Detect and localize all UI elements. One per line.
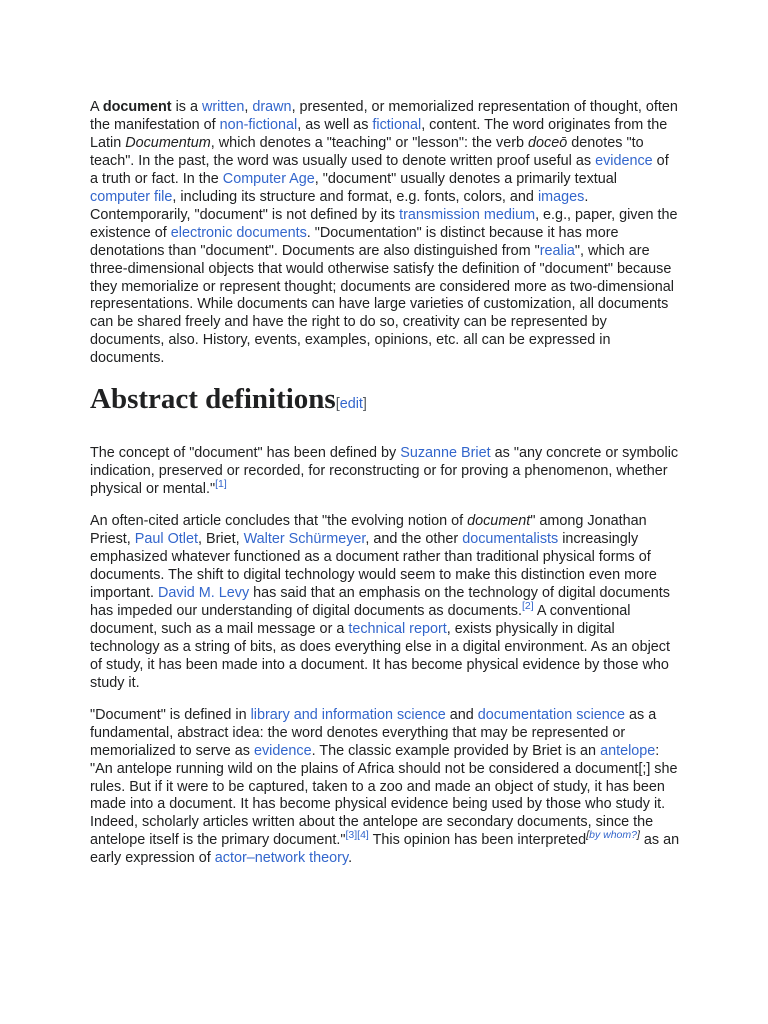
text: This opinion has been interpreted bbox=[368, 832, 587, 849]
citation-1 bbox=[215, 478, 227, 490]
link-drawn[interactable]: drawn bbox=[252, 99, 292, 115]
bracket: ] bbox=[362, 396, 367, 413]
text: : "An antelope running wild on the plains of Africa should not be considered a document[;] she rules. But if it were to be captured, taken to a zoo and made an object of study, it has been made into a document. It has become physical evidence being used by those who study it. Indeed, scholarly articles written about the antelope are secondary documents, since the antelope itself is the primary document." bbox=[90, 742, 678, 849]
text: A bbox=[90, 99, 103, 115]
link-transmission-medium[interactable]: transmission medium bbox=[399, 206, 536, 223]
text: . The classic example provided by Briet is an bbox=[311, 742, 601, 759]
italic-term: document bbox=[467, 513, 531, 530]
text: , e.g., paper, given the existence of bbox=[90, 206, 678, 241]
by-whom-tag bbox=[586, 829, 640, 841]
link-non-fictional[interactable]: non-fictional bbox=[219, 116, 298, 133]
by-whom-link[interactable]: by whom? bbox=[589, 829, 637, 842]
text: as an early expression of bbox=[90, 832, 680, 867]
text: . Contemporarily, "document" is not defined by its bbox=[90, 188, 589, 223]
citation-link-3-4[interactable]: [3][4] bbox=[345, 829, 369, 842]
link-documentation-science[interactable]: documentation science bbox=[477, 706, 625, 723]
paragraph-briet-definition bbox=[90, 445, 680, 499]
link-library-information-science[interactable]: library and information science bbox=[250, 706, 446, 723]
text: " among Jonathan Priest, bbox=[90, 513, 647, 548]
link-paul-otlet[interactable]: Paul Otlet bbox=[134, 531, 198, 548]
text: as "any concrete or symbolic indication, preserved or recorded, for reconstructing or for proving a phenomenon, whether physical or mental." bbox=[90, 445, 679, 498]
link-evidence[interactable]: evidence bbox=[253, 742, 312, 759]
citation-link-1[interactable]: [1] bbox=[215, 478, 227, 491]
text: , "document" usually denotes a primarily textual bbox=[314, 170, 617, 187]
text: , and the other bbox=[365, 531, 463, 548]
link-documentalists[interactable]: documentalists bbox=[462, 531, 559, 548]
link-walter-schurmeyer[interactable]: Walter Schürmeyer bbox=[243, 531, 366, 548]
text: is a bbox=[171, 99, 202, 115]
bold-term: document bbox=[102, 99, 172, 115]
text: "Document" is defined in bbox=[90, 706, 251, 723]
citation-2 bbox=[522, 600, 534, 612]
link-david-levy[interactable]: David M. Levy bbox=[157, 584, 250, 601]
bracket: [ bbox=[586, 829, 590, 842]
text: A conventional document, such as a mail message or a bbox=[90, 602, 631, 637]
text: as a fundamental, abstract idea: the word denotes everything that may be represented or memorialized to serve as bbox=[90, 706, 657, 759]
link-images[interactable]: images bbox=[537, 188, 585, 205]
text: , exists physically in digital technology as a string of bits, as does everything else in a digital environment. As an object of study, it has been made into a document. It has become physical evidence by those who study it. bbox=[90, 620, 670, 691]
section-title-text: Abstract definitions bbox=[90, 383, 336, 416]
edit-link[interactable]: edit bbox=[339, 396, 363, 413]
text: , presented, or memorialized representation of thought, often the manifestation of bbox=[90, 99, 678, 133]
text: , as well as bbox=[297, 116, 373, 133]
paragraph-lis-definition bbox=[90, 707, 680, 869]
paragraph-evolving-notion bbox=[90, 513, 680, 693]
text: , bbox=[244, 99, 253, 115]
citation-link-2[interactable]: [2] bbox=[522, 599, 534, 612]
link-written[interactable]: written bbox=[201, 99, 245, 115]
section-title bbox=[90, 382, 680, 421]
text: , which denotes a "teaching" or "lesson": the verb bbox=[210, 134, 529, 151]
text: , Briet, bbox=[197, 531, 244, 548]
link-technical-report[interactable]: technical report bbox=[348, 620, 447, 637]
edit-section bbox=[336, 396, 367, 412]
text: of a truth or fact. In the bbox=[90, 152, 669, 187]
link-evidence[interactable]: evidence bbox=[595, 152, 653, 169]
text: . bbox=[348, 850, 353, 867]
link-actor-network-theory[interactable]: actor–network theory bbox=[214, 850, 349, 867]
text: denotes "to teach". In the past, the word was usually used to denote written proof useful as bbox=[90, 134, 644, 169]
link-computer-age[interactable]: Computer Age bbox=[222, 170, 315, 187]
text: increasingly emphasized whatever functioned as a document rather than traditional physical forms of documents. The shift to digital technology would seem to make this distinction even more important. bbox=[90, 531, 657, 601]
italic-term: doceō bbox=[528, 134, 568, 151]
citation-3-4 bbox=[345, 829, 368, 841]
link-fictional[interactable]: fictional bbox=[372, 116, 422, 133]
text: An often-cited article concludes that "the evolving notion of bbox=[90, 513, 468, 530]
bracket: [ bbox=[335, 396, 340, 413]
bracket: ] bbox=[636, 829, 640, 842]
text: The concept of "document" has been defined by bbox=[90, 445, 401, 462]
text: , content. The word originates from the Latin bbox=[90, 116, 668, 151]
link-computer-file[interactable]: computer file bbox=[90, 188, 173, 205]
italic-term: Documentum bbox=[125, 134, 211, 151]
link-realia[interactable]: realia bbox=[539, 242, 575, 259]
section-heading bbox=[90, 382, 680, 421]
text: . "Documentation" is distinct because it has more denotations than "document". Documents are also distinguished from " bbox=[90, 224, 619, 259]
text: has said that an emphasis on the technology of digital documents has impeded our understanding of digital documents as documents. bbox=[90, 584, 670, 619]
text: ", which are three-dimensional objects that would otherwise satisfy the definition of "document" because they memorialize or represent thought; documents are considered more as two-dimensional representations. While documents can have large varieties of customization, all documents can be shared freely and have the right to do so, creativity can be represented by documents, also. History, events, examples, opinions, etc. all can be expressed in documents. bbox=[90, 242, 674, 367]
intro-paragraph bbox=[90, 99, 680, 368]
text: , including its structure and format, e.g. fonts, colors, and bbox=[172, 188, 538, 205]
article-body bbox=[90, 99, 680, 868]
link-suzanne-briet[interactable]: Suzanne Briet bbox=[400, 445, 491, 462]
link-electronic-documents[interactable]: electronic documents bbox=[170, 224, 307, 241]
text: and bbox=[445, 706, 478, 723]
link-antelope[interactable]: antelope bbox=[600, 742, 656, 759]
